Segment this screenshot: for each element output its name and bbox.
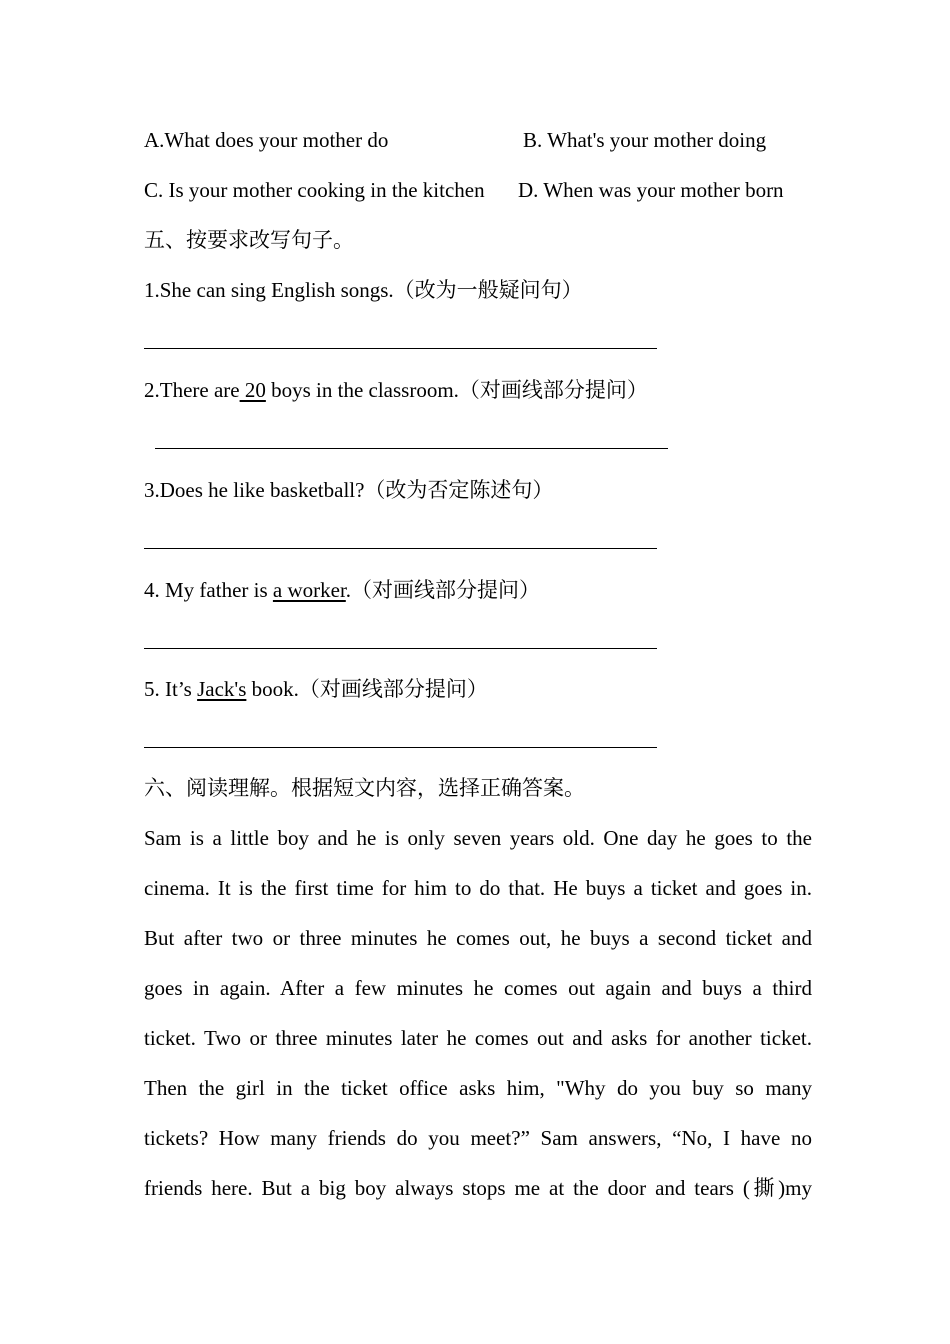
item-text: 4. My father is [144,578,273,602]
reading-passage [144,824,812,1224]
passage-line: goes in again. After a few minutes he comes out again and buys a third [144,976,812,1000]
item-text: 3.Does he like basketball?（改为否定陈述句） [144,478,554,502]
item-text: 2.There are [144,378,240,402]
item-text: 5. It’s [144,677,198,701]
passage-line: Sam is a little boy and he is only seven years old. One day he goes to the [144,826,812,850]
passage-line: But after two or three minutes he comes out, he buys a second ticket and [144,926,812,950]
item-text: boys in the classroom.（对画线部分提问） [265,378,648,402]
underlined-text: a worker [272,578,346,602]
answer-line-5[interactable] [144,747,657,748]
passage-line: Then the girl in the ticket office asks him, "Why do you buy so many [144,1076,812,1100]
option-c: C. Is your mother cooking in the kitchen [144,178,485,202]
section-5-heading: 五、按要求改写句子。 [144,228,354,252]
answer-line-1[interactable] [144,348,657,349]
item-text: book.（对画线部分提问） [246,677,488,701]
answer-line-4[interactable] [144,648,657,649]
rewrite-item-2 [144,376,648,404]
passage-line: cinema. It is the first time for him to do that. He buys a ticket and goes in. [144,876,812,900]
passage-line: tickets? How many friends do you meet?” Sam answers, “No, I have no [144,1126,812,1150]
rewrite-item-3 [144,476,553,504]
rewrite-item-5 [144,675,488,703]
passage-line: friends here. But a big boy always stops me at the door and tears (撕)my [144,1176,812,1200]
option-b: B. What's your mother doing [523,128,767,152]
section-6-heading: 六、阅读理解。根据短文内容，选择正确答案。 [144,776,585,800]
passage-line: ticket. Two or three minutes later he comes out and asks for another ticket. [144,1026,812,1050]
underlined-text: Jack's [197,677,247,701]
item-text: .（对画线部分提问） [345,578,541,602]
option-d: D. When was your mother born [518,178,784,202]
option-a: A.What does your mother do [144,128,389,152]
rewrite-item-1 [144,276,583,304]
rewrite-item-4 [144,576,540,604]
underlined-text: 20 [239,378,266,402]
item-text: 1.She can sing English songs.（改为一般疑问句） [144,278,583,302]
answer-line-2[interactable] [155,448,668,449]
answer-line-3[interactable] [144,548,657,549]
